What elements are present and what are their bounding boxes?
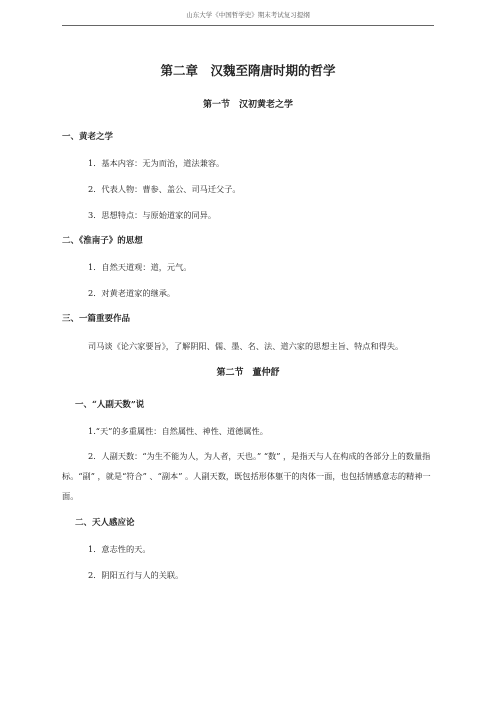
paragraph: 2．人副天数：“为生不能为人，为人者，天也。” “数” ，是指天与人在构成的各部分上的数量指标。“副” ，就是“符合” 、“副本” 。人副天数，既包括形体躯干的肉体一面，也包括情感意志的精神一面。 [62,451,431,501]
list-item: 3．思想特点：与原始道家的同异。 [88,210,217,220]
part-heading: 一、黄老之学 [62,132,114,142]
chapter-title: 第二章 汉魏至隋唐时期的哲学 [160,63,336,78]
part-heading: 二、《淮南子》的思想 [62,236,143,246]
section-title: 第一节 汉初黄老之学 [202,100,293,110]
list-item: 1．自然天道观：道，元气。 [88,262,192,272]
part-heading: 三、一篇重要作品 [62,314,131,324]
document-body [62,60,434,588]
paragraph: 司马谈《论六家要旨》，了解阴阳、儒、墨、名、法、道六家的思想主旨、特点和得失。 [88,341,404,351]
page-header: 山东大学《中国哲学史》期末考试复习提纲 [62,10,434,26]
list-item: 1．意志性的天。 [88,544,151,554]
part-heading: 二、天人感应论 [75,518,135,528]
part-heading: 一、“人副天数”说 [75,400,145,410]
list-item: 1.“天”的多重属性：自然属性、神性、道德属性。 [88,426,268,436]
section-title: 第二节 董仲舒 [216,368,280,378]
list-item: 2．代表人物：曹参、盖公、司马迁父子。 [88,184,241,194]
list-item: 2．对黄老道家的继承。 [88,288,176,298]
list-item: 2．阴阳五行与人的关联。 [88,570,184,580]
list-item: 1．基本内容：无为而治，道法兼容。 [88,158,225,168]
